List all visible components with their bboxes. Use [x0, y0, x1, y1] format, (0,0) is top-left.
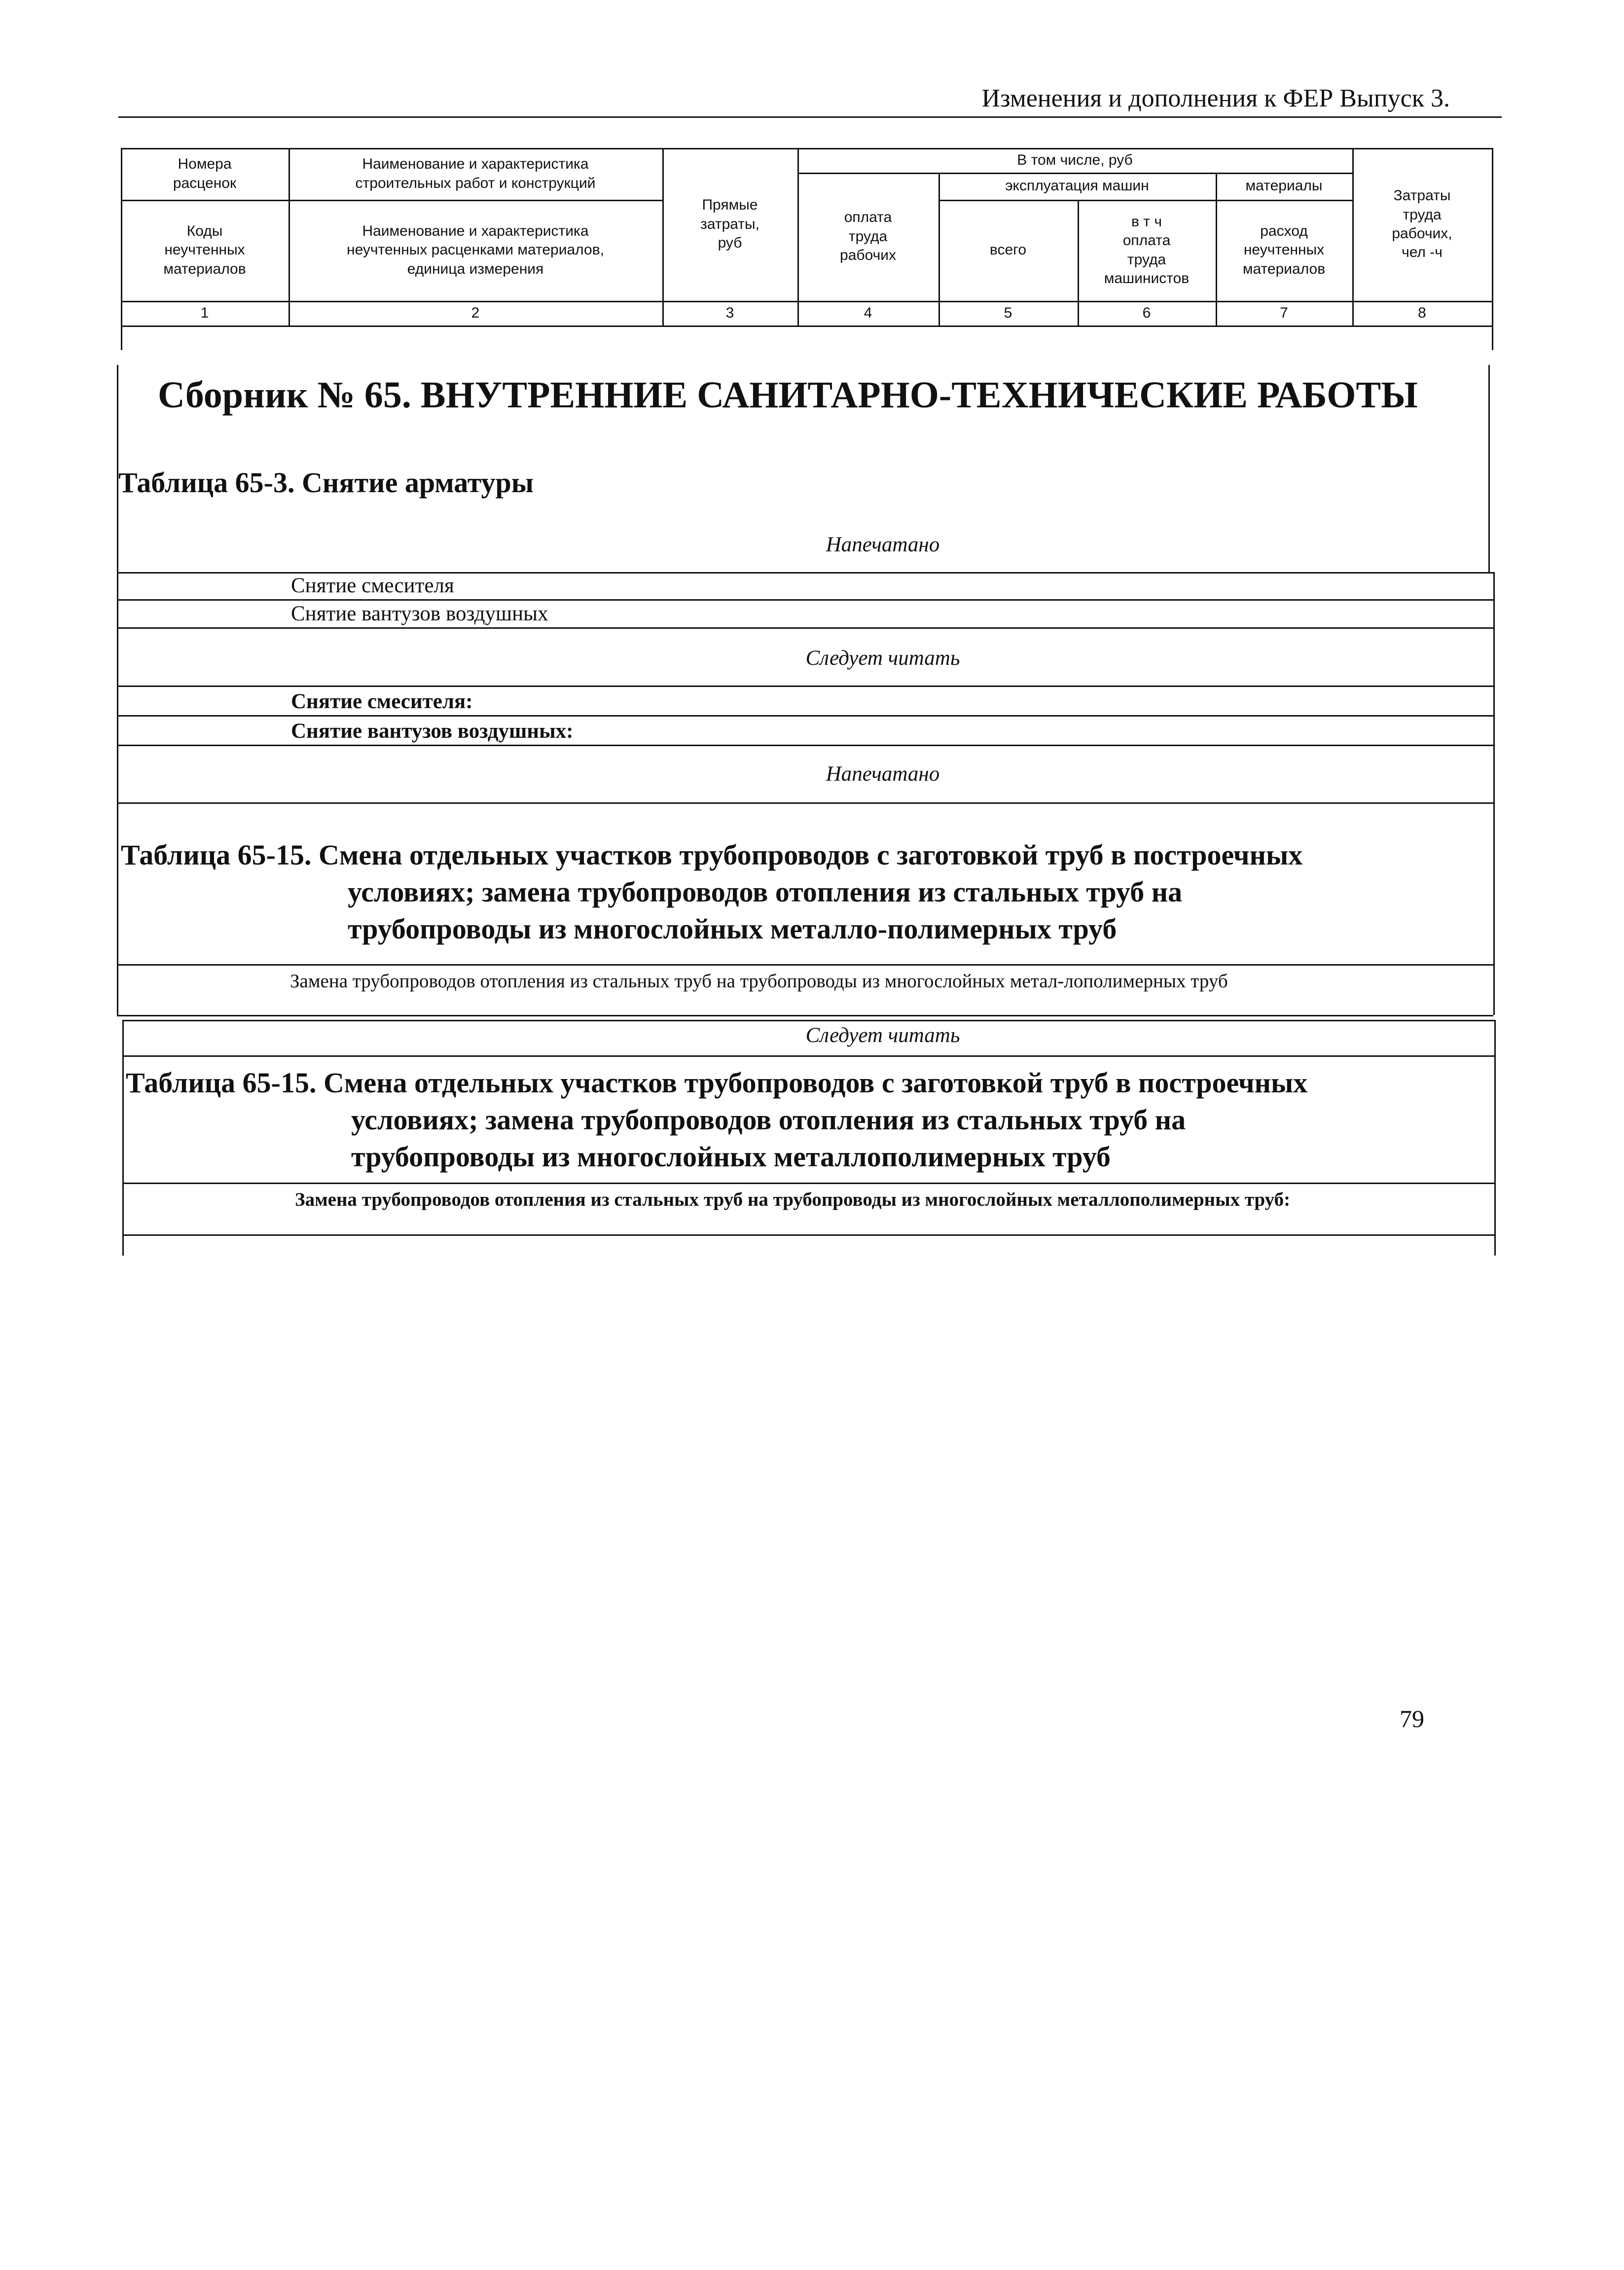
header-including: В том числе, руб — [1017, 151, 1133, 168]
corrected-row: Снятие смесителя: — [291, 690, 473, 713]
column-number: 3 — [725, 305, 734, 321]
printed-row: Замена трубопроводов отопления из стальных труб на трубопроводы из многослойных метал-лополимерных труб — [290, 971, 1228, 992]
header-total: всего — [989, 242, 1027, 258]
header-rate-numbers: Номера расценок — [173, 156, 237, 191]
column-number: 2 — [471, 305, 480, 321]
printed-label: Напечатано — [826, 533, 940, 556]
should-read-label: Следует читать — [805, 647, 960, 670]
corrected-row: Замена трубопроводов отопления из стальных труб на трубопроводы из многослойных металлополимерных труб: — [295, 1189, 1291, 1210]
header-work-name: Наименование и характеристика строительных работ и конструкций — [355, 156, 596, 191]
header-labor-pay: оплата труда рабочих — [840, 209, 896, 264]
column-number: 4 — [864, 305, 872, 321]
printed-row: Снятие смесителя — [291, 574, 454, 597]
page-number: 79 — [1400, 1705, 1424, 1732]
header-material-name: Наименование и характеристика неучтенных расценками материалов, единица измерения — [347, 222, 604, 277]
corrected-table-title: Таблица 65-15. Смена отдельных участков трубопроводов с заготовкой труб в построечных — [126, 1067, 1308, 1099]
corrected-row: Снятие вантузов воздушных: — [291, 720, 574, 743]
corrected-table-title: трубопроводы из многослойных металлополимерных труб — [351, 1141, 1111, 1173]
header-machine-operation: эксплуатация машин — [1005, 178, 1149, 194]
header-materials: материалы — [1245, 178, 1323, 194]
column-number: 7 — [1280, 305, 1288, 321]
collection-title: Сборник № 65. ВНУТРЕННИЕ САНИТАРНО-ТЕХНИЧЕСКИЕ РАБОТЫ — [158, 374, 1418, 416]
table-65-3-title: Таблица 65-3. Снятие арматуры — [118, 467, 534, 499]
header-rule — [118, 116, 1502, 118]
header-direct-costs: Прямые затраты, руб — [700, 197, 759, 252]
should-read-label: Следует читать — [805, 1024, 960, 1047]
printed-table-title: трубопроводы из многослойных металло-полимерных труб — [348, 913, 1117, 945]
header-operator-pay: в т ч оплата труда машинистов — [1104, 213, 1190, 287]
column-number: 5 — [1004, 305, 1012, 321]
column-number: 1 — [200, 305, 209, 321]
printed-row: Снятие вантузов воздушных — [291, 602, 548, 625]
printed-label: Напечатано — [826, 762, 940, 786]
header-labor-hours: Затраты труда рабочих, чел -ч — [1392, 187, 1452, 261]
running-header: Изменения и дополнения к ФЕР Выпуск 3. — [981, 84, 1450, 112]
header-material-consumption: расход неучтенных материалов — [1242, 222, 1326, 277]
printed-table-title: условиях; замена трубопроводов отопления из стальных труб на — [348, 876, 1183, 908]
column-number: 8 — [1418, 305, 1426, 321]
printed-table-title: Таблица 65-15. Смена отдельных участков трубопроводов с заготовкой труб в построечных — [121, 839, 1303, 871]
header-material-codes: Коды неучтенных материалов — [163, 222, 246, 277]
column-number: 6 — [1142, 305, 1151, 321]
corrected-table-title: условиях; замена трубопроводов отопления из стальных труб на — [351, 1104, 1186, 1136]
